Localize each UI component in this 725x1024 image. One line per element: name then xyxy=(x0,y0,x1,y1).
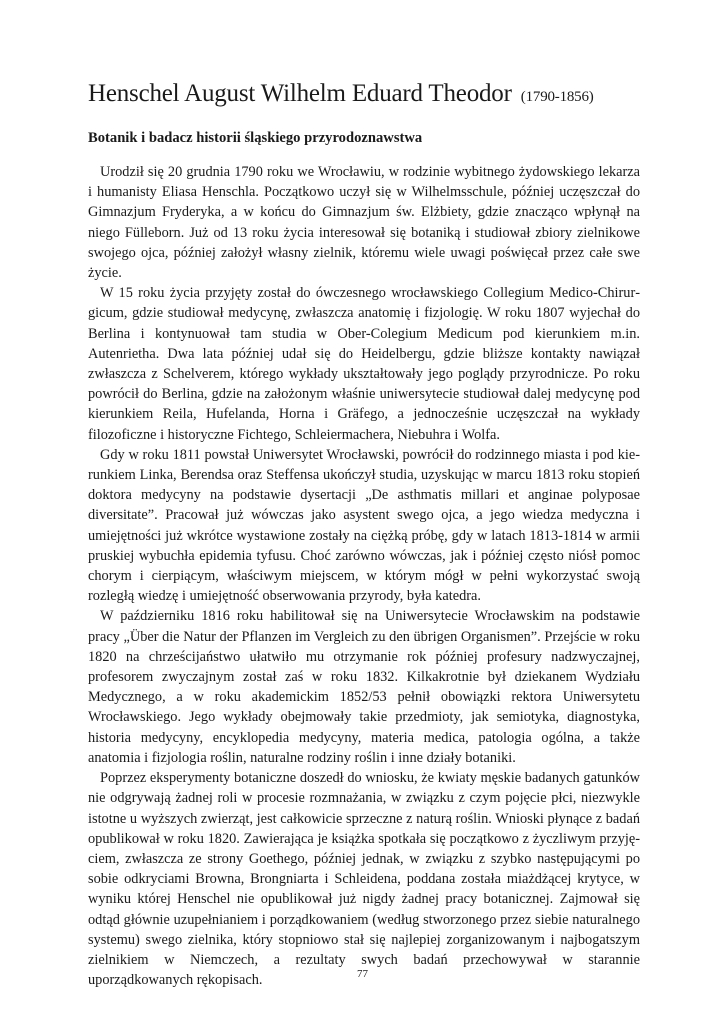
article-body xyxy=(88,162,640,990)
title-name: Henschel August Wilhelm Eduard Theodor xyxy=(88,80,512,107)
page-number: 77 xyxy=(357,968,368,980)
paragraph-1: Urodził się 20 grudnia 1790 roku we Wrocławiu, w rodzinie wybitnego żydowskiego lekarza i humanisty Eliasa Henschla. Początkowo uczył się w Wilhelmsschule, później uczęszczał do Gimnazjum Fryderyka, a w końcu do Gimnazjum św. Elżbiety, gdzie znacząco wpłynął na niego Fülleborn. Już od 13 roku życia interesował się botaniką i studiował zbiory zielnikowe swojego ojca, później założył własny zielnik, któremu wiele uwagi poświęcał przez całe swe życie. xyxy=(88,164,640,282)
title-dates: (1790-1856) xyxy=(520,89,594,105)
page-subtitle: Botanik i badacz historii śląskiego przyrodoznawstwa xyxy=(88,130,423,146)
page-title xyxy=(88,78,640,113)
paragraph-4: W październiku 1816 roku habilitował się na Uniwersytecie Wrocławskim na podstawie pracy „Über die Natur der Pflanzen im Vergleich zu den übrigen Organismen”. Przejście w roku 1820 na chrześcijaństwo ułatwiło mu otrzymanie rok później profesury nadzwyczajnej, profesorem zwyczajnym został zaś w roku 1832. Kilkakrotnie był dziekanem Wydziału Medycznego, a w roku akademickim 1852/53 pełnił obowiązki rektora Uniwersytetu Wrocławskiego. Jego wykłady obejmowały takie przedmioty, jak semiotyka, diagnostyka, historia medycyny, encyklopedia medycyny, materia medica, patologia ogólna, a także anatomia i fizjologia roślin, naturalne rodziny roślin i inne działy botaniki. xyxy=(88,608,640,766)
paragraph-3: Gdy w roku 1811 powstał Uniwersytet Wrocławski, powrócił do rodzinnego miasta i pod kierunkiem Linka, Berendsa oraz Steffensa ukończył studia, uzyskując w marcu 1813 roku stopień doktora medycyny na podstawie dysertacji „De asthmatis millari et anginae polyposae diversitate”. Pracował już wówczas jako asystent swego ojca, a jego wiedza medyczna i umiejętności już wkrótce wystawione zostały na ciężką próbę, gdy w latach 1813-1814 w armii pruskiej wybuchła epidemia tyfusu. Choć zarówno wówczas, jak i później często niósł pomoc chorym i cierpiącym, właściwym miejscem, w którym mógł w pełni wykorzystać swoją rozległą wiedzę i umiejętność obserwowania przyrody, była katedra. xyxy=(88,446,640,605)
paragraph-2: W 15 roku życia przyjęty został do ówczesnego wrocławskiego Collegium Medico-Chirurgicum, gdzie studiował medycynę, zwłaszcza anatomię i fizjologię. W roku 1807 wyjechał do Berlina i kontynuował tam studia w Ober-Colegium Medicum pod kierunkiem m.in. Autenrietha. Dwa lata później udał się do Heidelbergu, gdzie bliższe kontakty nawiązał zwłaszcza z Schelverem, którego wykłady ukształtowały jego poglądy przyrodnicze. Po roku powrócił do Berlina, gdzie na założonym właśnie uniwersytecie studiował dalej medycynę pod kierunkiem Reila, Hufelanda, Horna i Gräfego, a jednocześnie uczęszczał na wykłady filozoficzne i historyczne Fichtego, Schleiermachera, Niebuhra i Wolfa. xyxy=(88,285,640,443)
page-content xyxy=(88,78,640,990)
paragraph-5: Poprzez eksperymenty botaniczne doszedł do wniosku, że kwiaty męskie badanych gatunków nie odgrywają żadnej roli w procesie rozmnażania, w związku z czym pojęcie płci, niezwykle istotne u wyższych zwierząt, jest całkowicie sprzeczne z naturą roślin. Wnioski płynące z badań opublikował w roku 1820. Zawierająca je książka spotkała się początkowo z życzliwym przyjęciem, zwłaszcza ze strony Goethego, później jednak, w związku z szybko następującymi po sobie odkryciami Browna, Brongniarta i Schleidena, poddana została miażdżącej krytyce, w wyniku której Henschel nie opublikował już nigdy żadnej pracy botanicznej. Zajmował się odtąd głównie uzupełnianiem i porządkowaniem (według stworzonego przez siebie naturalnego systemu) swego zielnika, który stopniowo stał się najlepiej zorganizowanym i najbogatszym zielnikiem w Niemczech, a rezultaty swych badań przechowywał w starannie uporządkowanych rękopisach. xyxy=(88,770,640,989)
